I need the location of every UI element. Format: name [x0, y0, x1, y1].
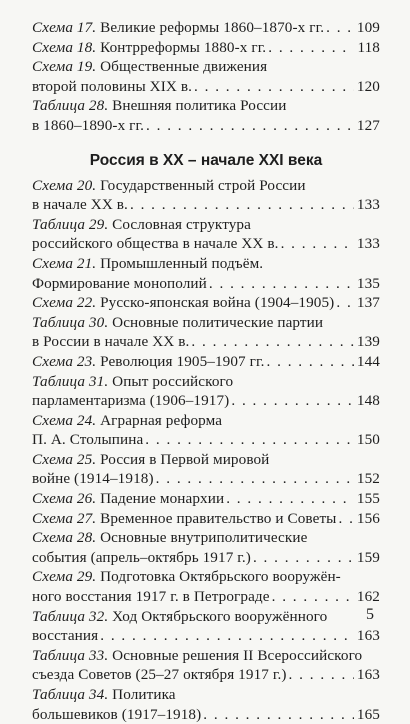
toc-entry-line [32, 116, 380, 136]
toc-entry-label: Схема 24. [32, 411, 97, 429]
toc-entry-line [32, 607, 380, 627]
table-of-contents [32, 18, 380, 724]
toc-entry-title: Временное правительство и Советы [96, 509, 337, 527]
toc-entry-line [32, 38, 380, 58]
toc-entry-title: Промышленный подъём. [96, 254, 264, 272]
toc-entry-line [32, 528, 380, 548]
toc-entry-label: Схема 29. [32, 568, 97, 586]
dot-leader [191, 332, 354, 352]
toc-entry-page: 144 [356, 352, 380, 370]
toc-entry-page: 139 [356, 333, 380, 351]
toc-entry-line [32, 77, 380, 97]
toc-entry [32, 96, 380, 135]
dot-leader [226, 489, 354, 509]
toc-entry-title: съезда Советов (25–27 октября 1917 г.) [32, 666, 287, 684]
toc-entry-title: Революция 1905–1907 гг. [96, 352, 265, 370]
toc-entry-title: российского общества в начале XX в. [32, 235, 279, 253]
toc-entry-title: большевиков (1917–1918) [32, 705, 202, 723]
toc-entry [32, 176, 380, 215]
toc-entry-line [32, 450, 380, 470]
toc-entry-title: Формирование монополий [32, 274, 207, 292]
toc-entry-label: Таблица 30. [32, 313, 109, 331]
dot-leader [156, 469, 354, 489]
dot-leader [145, 430, 354, 450]
dot-leader [253, 548, 354, 568]
toc-entry [32, 352, 380, 372]
toc-entry [32, 450, 380, 489]
toc-entry-label: Схема 17. [32, 19, 97, 36]
dot-leader [100, 626, 354, 646]
toc-entry-title: Контрреформы 1880-х гг. [96, 38, 267, 56]
toc-entry-line [32, 567, 380, 587]
toc-entry [32, 57, 380, 96]
toc-entry-title: Подготовка Октябрьского вооружён- [96, 568, 341, 586]
toc-entry-title: восстания [32, 627, 99, 645]
toc-entry [32, 685, 380, 724]
toc-entry-title: Русско-японская война (1904–1905) [96, 294, 335, 312]
toc-entry-title: Россия в Первой мировой [96, 450, 270, 468]
toc-entry-title: Падение монархии [96, 490, 225, 508]
dot-leader [267, 352, 354, 372]
toc-entry-title: Основные решения II Всероссийского [108, 646, 363, 664]
dot-leader [130, 195, 354, 215]
toc-entry-label: Схема 19. [32, 58, 97, 76]
toc-entry-page: 109 [356, 19, 380, 36]
dot-leader [336, 293, 354, 313]
toc-entry-line [32, 352, 380, 372]
toc-entry [32, 254, 380, 293]
toc-entry-label: Таблица 32. [32, 607, 109, 625]
toc-entry [32, 38, 380, 58]
toc-entry-label: Таблица 34. [32, 686, 109, 703]
toc-entry-line [32, 195, 380, 215]
toc-entry-line [32, 587, 380, 607]
dot-leader [268, 38, 354, 58]
toc-entry-page: 155 [356, 490, 380, 508]
toc-entry-title: ного восстания 1917 г. в Петрограде [32, 588, 270, 606]
toc-entry-label: Схема 26. [32, 490, 97, 508]
toc-entry-title: войне (1914–1918) [32, 470, 154, 488]
toc-entry-label: Таблица 28. [32, 97, 109, 115]
toc-entry-line [32, 469, 380, 489]
page-number: 5 [366, 606, 374, 623]
dot-leader [289, 665, 354, 685]
toc-entry-line [32, 372, 380, 392]
toc-entry-page: 162 [356, 588, 380, 606]
toc-entry-page: 118 [357, 38, 380, 56]
toc-entry-title: в России в начале XX в. [32, 333, 190, 351]
toc-entry-line [32, 313, 380, 333]
toc-entry-line [32, 57, 380, 77]
dot-leader [146, 116, 354, 136]
toc-entry-line [32, 391, 380, 411]
toc-entry-page: 150 [356, 431, 380, 449]
toc-entry-page: 152 [356, 470, 380, 488]
toc-entry-page: 127 [356, 116, 380, 134]
toc-entry [32, 489, 380, 509]
toc-entry-line [32, 274, 380, 294]
toc-list-after-section [32, 176, 380, 724]
toc-entry [32, 528, 380, 567]
toc-entry-line [32, 96, 380, 116]
toc-entry [32, 18, 380, 38]
toc-entry [32, 372, 380, 411]
toc-entry-label: Схема 21. [32, 254, 97, 272]
toc-list-before-section [32, 18, 380, 136]
toc-entry-title: Внешняя политика России [108, 97, 287, 115]
toc-entry-title: Сословная структура [108, 215, 251, 233]
toc-entry-line [32, 430, 380, 450]
toc-entry [32, 313, 380, 352]
toc-entry-title: Основные политические партии [108, 313, 324, 331]
toc-entry-label: Таблица 29. [32, 215, 109, 233]
toc-entry-page: 159 [356, 548, 380, 566]
toc-entry-page: 137 [356, 294, 380, 312]
toc-entry-title: Аграрная реформа [96, 411, 223, 429]
toc-entry-label: Таблица 33. [32, 646, 109, 664]
toc-entry-page: 133 [356, 235, 380, 253]
section-title: Россия в XX – начале XXI века [89, 151, 323, 169]
toc-entry-label: Схема 25. [32, 450, 97, 468]
toc-entry-label: Схема 20. [32, 176, 97, 194]
toc-entry [32, 567, 380, 606]
dot-leader [338, 509, 353, 529]
dot-leader [272, 587, 354, 607]
toc-entry-label: Схема 28. [32, 529, 97, 547]
toc-entry-page: 120 [356, 77, 380, 95]
toc-entry-title: парламентаризма (1906–1917) [32, 392, 230, 410]
toc-entry-label: Схема 23. [32, 352, 97, 370]
toc-entry-line [32, 234, 380, 254]
toc-entry [32, 411, 380, 450]
toc-entry-line [32, 176, 380, 196]
toc-entry-label: Таблица 31. [32, 372, 109, 390]
toc-entry-page: 156 [356, 509, 380, 527]
toc-entry [32, 607, 380, 646]
dot-leader [281, 234, 354, 254]
toc-entry-title: Ход Октябрьского вооружённого [108, 607, 328, 625]
toc-entry-line [32, 332, 380, 352]
dot-leader [326, 18, 354, 38]
toc-entry-line [32, 509, 380, 529]
toc-entry-title: Государственный строй России [96, 176, 306, 194]
toc-entry-line [32, 705, 380, 724]
toc-entry-line [32, 411, 380, 431]
dot-leader [203, 705, 354, 724]
toc-entry-line [32, 548, 380, 568]
toc-entry-page: 165 [356, 705, 380, 723]
toc-entry-page: 148 [356, 392, 380, 410]
toc-entry-title: в начале XX в. [32, 196, 128, 214]
toc-entry-title: П. А. Столыпина [32, 431, 144, 449]
toc-entry-line [32, 293, 380, 313]
toc-entry-line [32, 646, 380, 666]
toc-entry-title: Опыт российского [108, 372, 234, 390]
toc-entry [32, 293, 380, 313]
toc-entry-title: Великие реформы 1860–1870-х гг. [96, 19, 325, 36]
toc-entry-title: события (апрель–октябрь 1917 г.) [32, 548, 251, 566]
toc-entry-label: Схема 27. [32, 509, 97, 527]
toc-entry-line [32, 215, 380, 235]
toc-entry-line [32, 665, 380, 685]
toc-entry-title: в 1860–1890-х гг. [32, 116, 145, 134]
toc-entry-page: 163 [356, 666, 380, 684]
toc-entry-line [32, 254, 380, 274]
toc-entry [32, 215, 380, 254]
toc-entry-page: 135 [356, 274, 380, 292]
toc-entry-page: 163 [356, 627, 380, 645]
dot-leader [209, 274, 354, 294]
toc-entry-label: Схема 22. [32, 294, 97, 312]
toc-entry-page: 133 [356, 196, 380, 214]
dot-leader [194, 77, 354, 97]
toc-entry-line [32, 626, 380, 646]
toc-entry-line [32, 489, 380, 509]
toc-entry-label: Схема 18. [32, 38, 97, 56]
toc-entry-line [32, 18, 380, 38]
toc-entry [32, 646, 380, 685]
toc-entry-title: второй половины XIX в. [32, 77, 193, 95]
dot-leader [231, 391, 354, 411]
toc-entry-title: Общественные движения [96, 58, 268, 76]
toc-entry-title: Политика [108, 686, 176, 703]
toc-entry-line [32, 685, 380, 705]
toc-entry-title: Основные внутриполитические [96, 529, 308, 547]
toc-entry [32, 509, 380, 529]
